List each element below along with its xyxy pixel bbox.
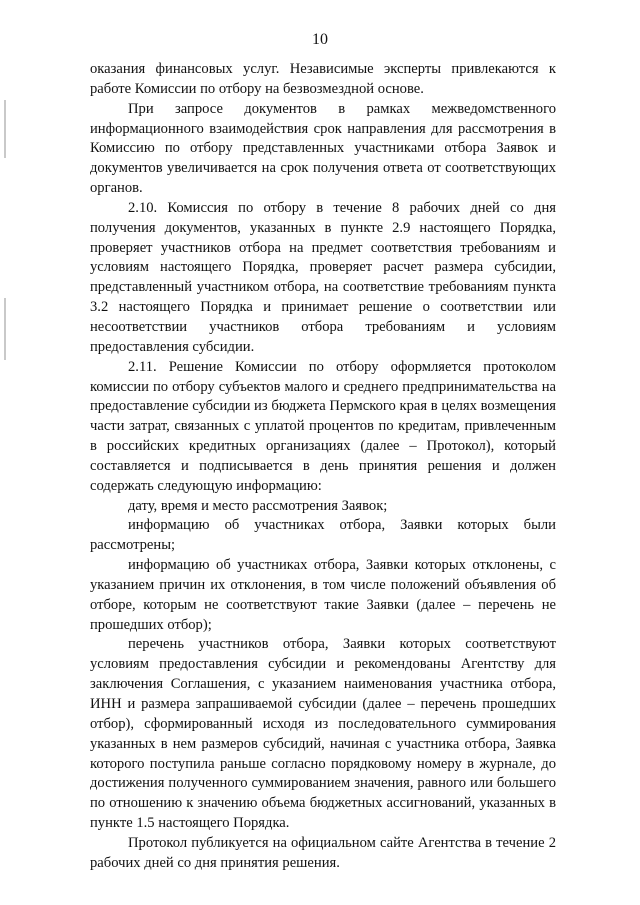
document-body (90, 60, 556, 874)
paragraph-2-11: 2.11. Решение Комиссии по отбору оформляется протоколом комиссии по отбору субъектов малого и среднего предпринимательства на предоставление субсидии из бюджета Пермского края в целях возмещения части затрат, связанных с уплатой процентов по кредитам, привлеченным в российских кредитных организациях (далее – Протокол), который составляется и подписывается в день принятия решения и должен содержать следующую информацию: (90, 358, 556, 494)
scan-edge-mark (4, 298, 6, 360)
scan-edge-mark (4, 100, 6, 158)
paragraph-2-10: 2.10. Комиссия по отбору в течение 8 рабочих дней со дня получения документов, указанных в пункте 2.9 настоящего Порядка, проверяет участников отбора на предмет соответствия требованиям и условиям настоящего Порядка, проверяет расчет размера субсидии, представленный участником отбора, на соответствие требованиям пункта 3.2 настоящего Порядка и принимает решение о соответствии или несоответствии участников отбора требованиям и условиям предоставления субсидии. (90, 199, 556, 355)
protocol-item-rejected: информацию об участниках отбора, Заявки которых отклонены, с указанием причин их отклонения, в том числе положений объявления об отборе, которым не соответствуют такие Заявки (далее – перечень не прошедших отбор); (90, 557, 556, 633)
protocol-item-date: дату, время и место рассмотрения Заявок; (128, 497, 388, 514)
page-number: 10 (312, 31, 328, 48)
paragraph-protocol-publication: Протокол публикуется на официальном сайте Агентства в течение 2 рабочих дней со дня принятия решения. (90, 834, 556, 871)
paragraph-continuation: оказания финансовых услуг. Независимые эксперты привлекаются к работе Комиссии по отбору на безвозмездной основе. (90, 61, 556, 97)
paragraph-interagency-request: При запросе документов в рамках межведомственного информационного взаимодействия срок направления для рассмотрения в Комиссию по отбору представленных участниками отбора Заявок и документов увеличивается на срок получения ответа от соответствующих органов. (90, 100, 556, 197)
protocol-item-passed: перечень участников отбора, Заявки которых соответствуют условиям предоставления субсидии и рекомендованы Агентству для заключения Соглашения, с указанием наименования участника отбора, ИНН и размера запрашиваемой субсидии (далее – перечень прошедших отбор), сформированный исходя из последовательного суммирования указанных в нем размеров субсидий, начиная с участника отбора, Заявка которого поступила раньше согласно порядковому номеру в журнале, до достижения полученного суммированием значения, равного или большего по отношению к значению объема бюджетных ассигнований, указанных в пункте 1.5 настоящего Порядка. (90, 636, 556, 832)
protocol-item-reviewed: информацию об участниках отбора, Заявки которых были рассмотрены; (90, 517, 556, 554)
